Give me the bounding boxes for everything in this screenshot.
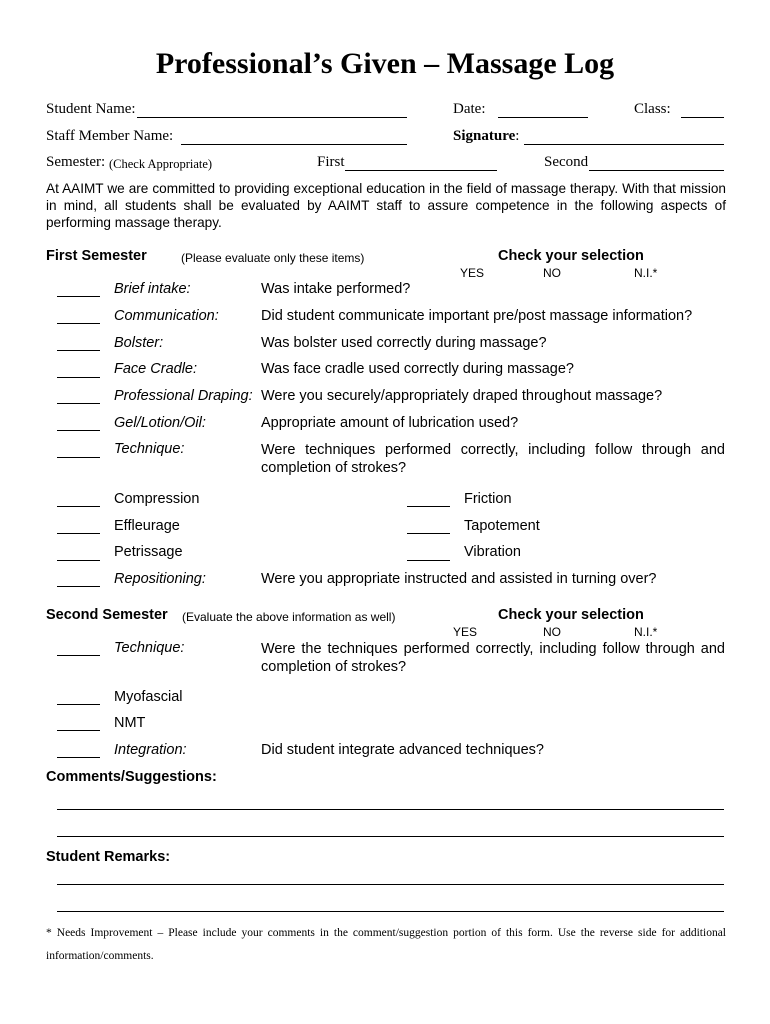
signature-label: Signature: — [453, 128, 520, 144]
first-check-title: Check your selection — [498, 248, 644, 264]
second-semester-title: Second Semester — [46, 607, 168, 623]
compression-check[interactable] — [57, 506, 100, 507]
technique-label: Technique: — [114, 441, 185, 457]
second-semester-note: (Evaluate the above information as well) — [182, 610, 396, 624]
brief-intake-question: Was intake performed? — [261, 281, 411, 297]
tapotement-label: Tapotement — [464, 518, 540, 534]
brief-intake-label: Brief intake: — [114, 281, 191, 297]
signature-field[interactable] — [524, 144, 724, 145]
student-name-label: Student Name: — [46, 101, 136, 117]
date-field[interactable] — [498, 117, 588, 118]
class-field[interactable] — [681, 117, 724, 118]
myofascial-check[interactable] — [57, 704, 100, 705]
vibration-check[interactable] — [407, 560, 450, 561]
communication-label: Communication: — [114, 308, 219, 324]
tapotement-check[interactable] — [407, 533, 450, 534]
integration-label: Integration: — [114, 742, 187, 758]
first-semester-note: (Please evaluate only these items) — [181, 251, 365, 265]
comments-label: Comments/Suggestions: — [46, 769, 217, 785]
remarks-line-1[interactable] — [57, 884, 724, 885]
comments-line-2[interactable] — [57, 836, 724, 837]
bolster-check[interactable] — [57, 350, 100, 351]
vibration-label: Vibration — [464, 544, 521, 560]
effleurage-label: Effleurage — [114, 518, 180, 534]
first-no-header: NO — [543, 266, 561, 280]
compression-label: Compression — [114, 491, 200, 507]
effleurage-check[interactable] — [57, 533, 100, 534]
second-technique-question: Were the techniques performed correctly, including follow through and completion of strokes? — [261, 641, 725, 675]
footnote: * Needs Improvement – Please include your comments in the comment/suggestion portion of this form. Use the reverse side for additional information/comments. — [46, 927, 726, 962]
student-name-field[interactable] — [137, 117, 407, 118]
semester-first-label: First — [317, 154, 345, 170]
face-cradle-question: Was face cradle used correctly during massage? — [261, 361, 574, 377]
technique-question: Were techniques performed correctly, including follow through and completion of strokes? — [261, 442, 725, 476]
face-cradle-label: Face Cradle: — [114, 361, 198, 377]
second-yes-header: YES — [453, 625, 478, 639]
face-cradle-check[interactable] — [57, 377, 100, 378]
nmt-label: NMT — [114, 715, 146, 731]
comments-line-1[interactable] — [57, 809, 724, 810]
second-no-header: NO — [543, 625, 561, 639]
professional-draping-check[interactable] — [57, 403, 100, 404]
staff-member-field[interactable] — [181, 144, 407, 145]
page-title: Professional’s Given – Massage Log — [155, 47, 615, 80]
semester-note: (Check Appropriate) — [109, 157, 213, 171]
second-ni-header: N.I.* — [634, 625, 658, 639]
friction-check[interactable] — [407, 506, 450, 507]
repositioning-check[interactable] — [57, 586, 100, 587]
integration-question: Did student integrate advanced techniques? — [261, 742, 544, 758]
semester-second-field[interactable] — [589, 170, 724, 171]
bolster-label: Bolster: — [114, 335, 164, 351]
brief-intake-check[interactable] — [57, 296, 100, 297]
first-ni-header: N.I.* — [634, 266, 658, 280]
myofascial-label: Myofascial — [114, 689, 183, 705]
first-yes-header: YES — [460, 266, 485, 280]
date-label: Date: — [453, 101, 486, 117]
gel-lotion-oil-check[interactable] — [57, 430, 100, 431]
petrissage-check[interactable] — [57, 560, 100, 561]
repositioning-question: Were you appropriate instructed and assisted in turning over? — [261, 571, 657, 587]
semester-second-label: Second — [544, 154, 589, 170]
professional-draping-question: Were you securely/appropriately draped throughout massage? — [261, 388, 663, 404]
communication-question: Did student communicate important pre/post massage information? — [261, 308, 693, 324]
semester-first-field[interactable] — [345, 170, 497, 171]
bolster-question: Was bolster used correctly during massage? — [261, 335, 547, 351]
petrissage-label: Petrissage — [114, 544, 183, 560]
repositioning-label: Repositioning: — [114, 571, 206, 587]
semester-label: Semester: — [46, 154, 106, 170]
professional-draping-label: Professional Draping: — [114, 388, 253, 404]
gel-lotion-oil-question: Appropriate amount of lubrication used? — [261, 415, 519, 431]
nmt-check[interactable] — [57, 730, 100, 731]
second-technique-check[interactable] — [57, 655, 100, 656]
class-label: Class: — [634, 101, 671, 117]
staff-member-label: Staff Member Name: — [46, 128, 174, 144]
first-semester-title: First Semester — [46, 248, 147, 264]
technique-check[interactable] — [57, 457, 100, 458]
intro-paragraph: At AAIMT we are committed to providing exceptional education in the field of massage therapy. With that mission in mind, all students shall be evaluated by AAIMT staff to assure competence in the following aspects of performing massage therapy. — [46, 181, 726, 230]
gel-lotion-oil-label: Gel/Lotion/Oil: — [114, 415, 206, 431]
friction-label: Friction — [464, 491, 512, 507]
second-technique-label: Technique: — [114, 640, 185, 656]
student-remarks-label: Student Remarks: — [46, 849, 171, 865]
integration-check[interactable] — [57, 757, 100, 758]
remarks-line-2[interactable] — [57, 911, 724, 912]
second-check-title: Check your selection — [498, 607, 644, 623]
communication-check[interactable] — [57, 323, 100, 324]
